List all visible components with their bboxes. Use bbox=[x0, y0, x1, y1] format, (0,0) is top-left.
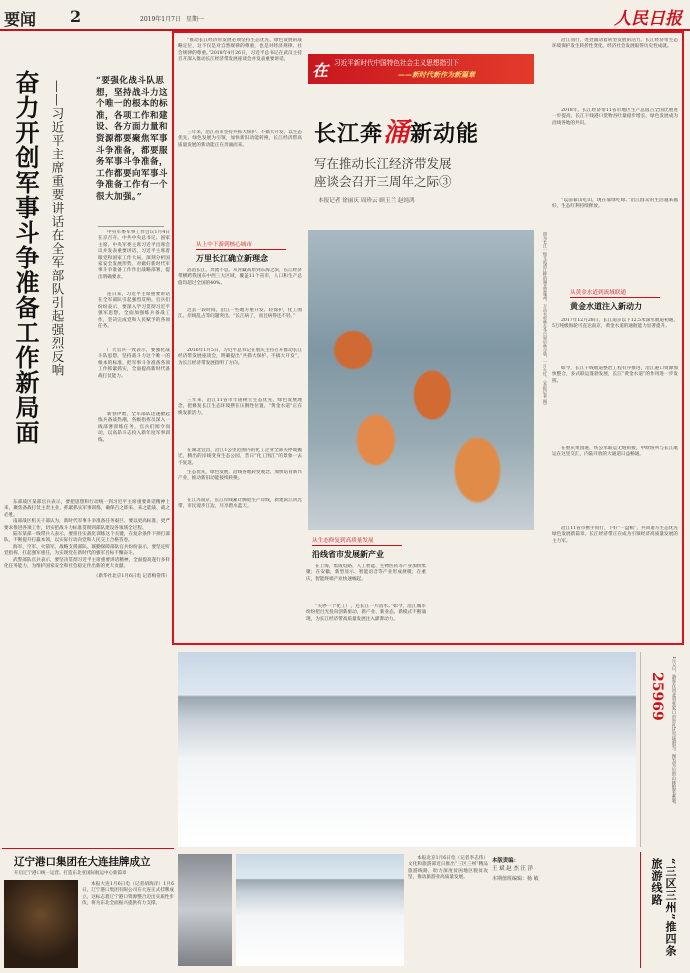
side-story-box bbox=[640, 852, 685, 968]
section1-paragraph: 三年来，沿江11省市牢固树立生态优先、绿色发展理念，把修复长江生态环境摆在压倒性位置，“黄金水道”正在焕发新活力。 bbox=[178, 398, 302, 416]
headline-part2: 新动能 bbox=[410, 121, 480, 147]
notice-names: 王 斌 赵 杰 汪 洋 bbox=[492, 866, 533, 872]
series-tag: 习近平新时代中国特色社会主义思想指引下 bbox=[334, 59, 460, 67]
featured-right-body bbox=[552, 38, 678, 238]
lead-paragraph: 南部战区机关干部认为，新时代军事斗争准备任务艰巨，要以更高标准、更严要求推进各项工作，切实把战斗力标准贯彻到部队建设各领域全过程。 bbox=[4, 519, 170, 531]
lead-paragraph: 广大官兵一致表示，要强化战斗队思想，坚持战斗力这个唯一的根本的标准，把军事斗争准备各项工作抓紧抓实，全面提高新时代备战打仗能力。 bbox=[98, 348, 170, 379]
yangtze-photo bbox=[308, 230, 534, 530]
section1-paragraph: 滔滔长江，奔流不息。从青藏高原到东海之滨，长江经济带横跨我国东中西三大区域，覆盖11个省市，人口和生产总值均超过全国的40%。 bbox=[178, 268, 302, 286]
section2-label: 从生态修复到高质量发展 bbox=[312, 536, 402, 546]
lead-paragraph: 连日来，习近平主席重要讲话在全军部队引起强烈反响。官兵们纷纷表示，要深入学习贯彻习近平强军思想，全面加强练兵备战工作，坚决完成党和人民赋予的各项任务。 bbox=[98, 292, 170, 330]
right-section-label: 从黄金水道到流域联通 bbox=[570, 288, 660, 298]
headline-part1: 长江奔 bbox=[314, 121, 384, 147]
side-story-headline: “三区三州”推四条旅游线路 bbox=[650, 858, 677, 957]
snow-photo bbox=[178, 652, 636, 847]
section1-paragraph: 过去一段时间，沿江一些地方重开发、轻保护，化工围江、岸线乱占等问题突出。“长江病了，而且病得还不轻。” bbox=[178, 308, 302, 320]
lead-paragraph: 陆军某部一线带兵人表示，要扭住实战化训练这个关键，在复杂条件下摔打部队，不断提升打赢本领，以实际行动向党和人民交上合格答卷。 bbox=[4, 532, 170, 544]
lead-paragraph: 中央军委军事工作会议1月4日在京召开。中共中央总书记、国家主席、中央军委主席习近平出席会议并发表重要讲话。习近平主席着眼党和国家工作大局，深刻分析国家安全发展形势，对做好新时代军事斗争准备工作作出战略部署，提出明确要求。 bbox=[98, 230, 170, 280]
section2-body-left bbox=[178, 470, 302, 500]
right-paragraph: 沿江而行，处处涌动着转型发展的活力。长江经济带生态环境保护发生转折性变化，经济社会发展取得历史性成就。 bbox=[552, 38, 678, 50]
featured-subtitle-1: 写在推动长江经济带发展 bbox=[314, 156, 452, 171]
headline-accent: 涌 bbox=[383, 118, 411, 148]
featured-paragraph: “推动长江经济带发展必须坚持生态优先、绿色发展的战略定位，这不仅是对自然规律的尊重，也是对经济规律、社会规律的尊重。”2018年4月26日，习近平总书记在武汉主持召开深入推动长江经济带发展座谈会并发表重要讲话。 bbox=[178, 38, 302, 63]
section2-paragraph: “关停一个化工厂，还长江一片清水。”如今，沿江城市纷纷把目光投向创新驱动，新产业、新业态、新模式不断涌现，为长江经济带高质量发展注入澎湃动力。 bbox=[306, 604, 426, 622]
issue-date: 2019年1月7日 bbox=[140, 16, 181, 23]
lead-paragraph: 东部战区某部官兵表示，要把思想和行动统一到习近平主席重要讲话精神上来，聚焦备战打仗主责主业，抓紧抓实军事训练，确保召之即来、来之能战、战之必胜。 bbox=[4, 500, 170, 518]
lead-body-upper bbox=[98, 230, 170, 468]
issue-number-strip bbox=[640, 652, 685, 847]
featured-subtitle-2: 座谈会召开三周年之际③ bbox=[314, 174, 452, 189]
right-paragraph: 2018年，长江经济带11省市地区生产总值占全国比重进一步提高，长江干线港口货物吞吐量稳步增长，绿色发展成为沿线各地的共识。 bbox=[552, 108, 678, 126]
photo-story-sub: 开启辽宁港口统一运营、打造东北亚国际航运中心新篇章 bbox=[14, 871, 127, 876]
brand-logo: 人民日报 bbox=[614, 9, 682, 29]
series-slogan: ——新时代新作为新篇章 bbox=[398, 70, 475, 79]
yangtze-photo-caption: 图为长江一级支流清江畔的湖北恩施州，万亩水杉林在冬日里层林尽染，一片火红。（本报记者 摄） bbox=[543, 232, 548, 408]
lead-paragraph: 海军、空军、火箭军、战略支援部队、联勤保障部队官兵纷纷表示，要坚定听党指挥，扛起强军重任，为实现党在新时代的强军目标不懈奋斗。 bbox=[4, 544, 170, 557]
lead-headline: 奋力开创军事斗争准备工作新局面 bbox=[11, 70, 40, 445]
section2-head: 沿线省市发展新产业 bbox=[312, 549, 384, 559]
photo-story-headline: 辽宁港口集团在大连挂牌成立 bbox=[14, 856, 151, 868]
page-number: 2 bbox=[70, 7, 82, 26]
right-section-paragraph: 如今，长江干线航道整治工程有序推进，沿江港口资源加快整合，多式联运蓬勃发展，长江“黄金水道”的作用进一步发挥。 bbox=[552, 366, 678, 384]
section1-paragraph: 在湖北宜昌，沿江1公里范围内的化工企业全部关停或搬迁，腾出的岸线变身生态公园，昔日“化工围江”的景象一去不复返。 bbox=[178, 448, 302, 466]
series-icon: 在 bbox=[312, 61, 329, 80]
section-name: 要闻 bbox=[4, 10, 37, 29]
issue-weekday: 星期一 bbox=[186, 16, 205, 23]
right-section-head: 黄金水道注入新动力 bbox=[570, 301, 642, 311]
notice-note: 本期值班编辑：杨 敏 bbox=[492, 876, 539, 882]
right-section-body bbox=[552, 318, 678, 622]
lead-body-lower bbox=[4, 500, 170, 581]
section1-head: 万里长江确立新理念 bbox=[196, 253, 268, 263]
tourism-photo-2 bbox=[236, 854, 404, 966]
right-paragraph: “以前靠山吃山，现在靠绿吃绿。”沿江群众的生活越来越好，生态红利持续释放。 bbox=[552, 198, 678, 210]
issue-number: 25969 bbox=[649, 672, 665, 721]
featured-reporters: 本报记者 徐丽庆 周珍云 顾玉兰 赵纯鸿 bbox=[318, 198, 415, 204]
bottom-caption: 1月5日，游客在河北省张家口市崇礼区雪场滑雪。图为雪后的山林银装素裹。 bbox=[671, 656, 676, 807]
section1-paragraph: 在江苏南京，长江岸线累计腾退生产岸线，新建滨江风光带，市民漫步江边，尽享碧水蓝天。 bbox=[178, 498, 302, 510]
side-story-body: 本报北京1月6日电（记者李志伟）文化和旅游部近日推出“三区三州”精品旅游线路，助力深度贫困地区脱贫攻坚，推动旅游业高质量发展。 bbox=[408, 856, 488, 881]
notice-label: 本版责编： bbox=[492, 858, 519, 864]
lead-byline: （新华社北京1月6日电 记者梅常伟） bbox=[93, 574, 170, 580]
bottom-notice bbox=[492, 856, 632, 882]
featured-paragraph: 三年来，沿江省市坚持共抓大保护、不搞大开发，以生态优先、绿色发展为引领，加快新旧动能转换，长江经济带高质量发展的新动能正在奔涌而来。 bbox=[178, 130, 302, 148]
left-bottom-rule bbox=[2, 848, 174, 849]
masthead bbox=[0, 0, 690, 28]
tourism-photo-1 bbox=[178, 854, 232, 966]
featured-headline bbox=[314, 112, 479, 149]
quote-divider bbox=[98, 226, 164, 227]
section2-paragraph: 生态优先，绿色发展，沿线各地转变观念，加快培育新兴产业，推动新旧动能接续转换。 bbox=[178, 470, 302, 482]
featured-intro bbox=[178, 38, 302, 230]
section2-body bbox=[306, 564, 426, 644]
photo-story-body: 本报大连1月6日电（记者胡海洋）1月6日，辽宁港口集团有限公司在大连正式挂牌成立。这标志着辽宁港口资源整合迈出实质性步伐，将为东北全面振兴提供有力支撑。 bbox=[82, 882, 174, 907]
section2-paragraph: 在上海，集成电路、人工智能、生物医药等产业加快集聚；在安徽，新型显示、智能语音等产业形成规模；在重庆，智能终端产业快速崛起。 bbox=[306, 564, 426, 582]
lead-subhead: ——习近平主席重要讲话在全军部队引起强烈反响 bbox=[50, 80, 65, 377]
port-photo bbox=[4, 880, 78, 968]
lead-paragraph: 武警部队官兵表示，要坚决贯彻习近平主席重要讲话精神，全面提高遂行多样化任务能力，为维护国家安全和社会稳定作出新的更大贡献。 bbox=[4, 557, 170, 570]
pull-quote: “要强化战斗队思想，坚持战斗力这个唯一的根本的标准，各项工作和建设、各方面力量和资源都要聚焦军事斗争准备，都要服务军事斗争准备，工作都要向军事斗争准备工作有一个很大加强。” bbox=[96, 76, 169, 202]
series-banner bbox=[308, 54, 534, 84]
right-section-paragraph: 2017年12月28日，长江南京以下12.5米深水航道初通，5万吨级海轮可直达南京，黄金水道的通航能力显著提升。 bbox=[552, 318, 678, 330]
section1-label: 从上中下游到核心城市 bbox=[196, 240, 286, 250]
section1-paragraph: 2016年1月5日，习近平总书记在重庆主持召开推动长江经济带发展座谈会，明确提出“共抓大保护、不搞大开发”，为长江经济带发展指明了方向。 bbox=[178, 348, 302, 366]
right-section-paragraph: 在重庆果园港，铁公水联运无缝衔接，中欧班列与长江航运在这里交汇，内陆开放的大通道日益畅通。 bbox=[552, 446, 678, 458]
right-section-paragraph: 沿江11省市携手同行，下好“一盘棋”，共同谱写生态优先绿色发展新篇章，长江经济带正在成为引领经济高质量发展的主力军。 bbox=[552, 526, 678, 544]
lead-paragraph: 新春伊始，全军部队迅速掀起练兵备战热潮，各级指挥员深入一线部署训练任务，官兵们闻令而动，以高昂斗志投入新年度军事训练。 bbox=[98, 412, 170, 443]
